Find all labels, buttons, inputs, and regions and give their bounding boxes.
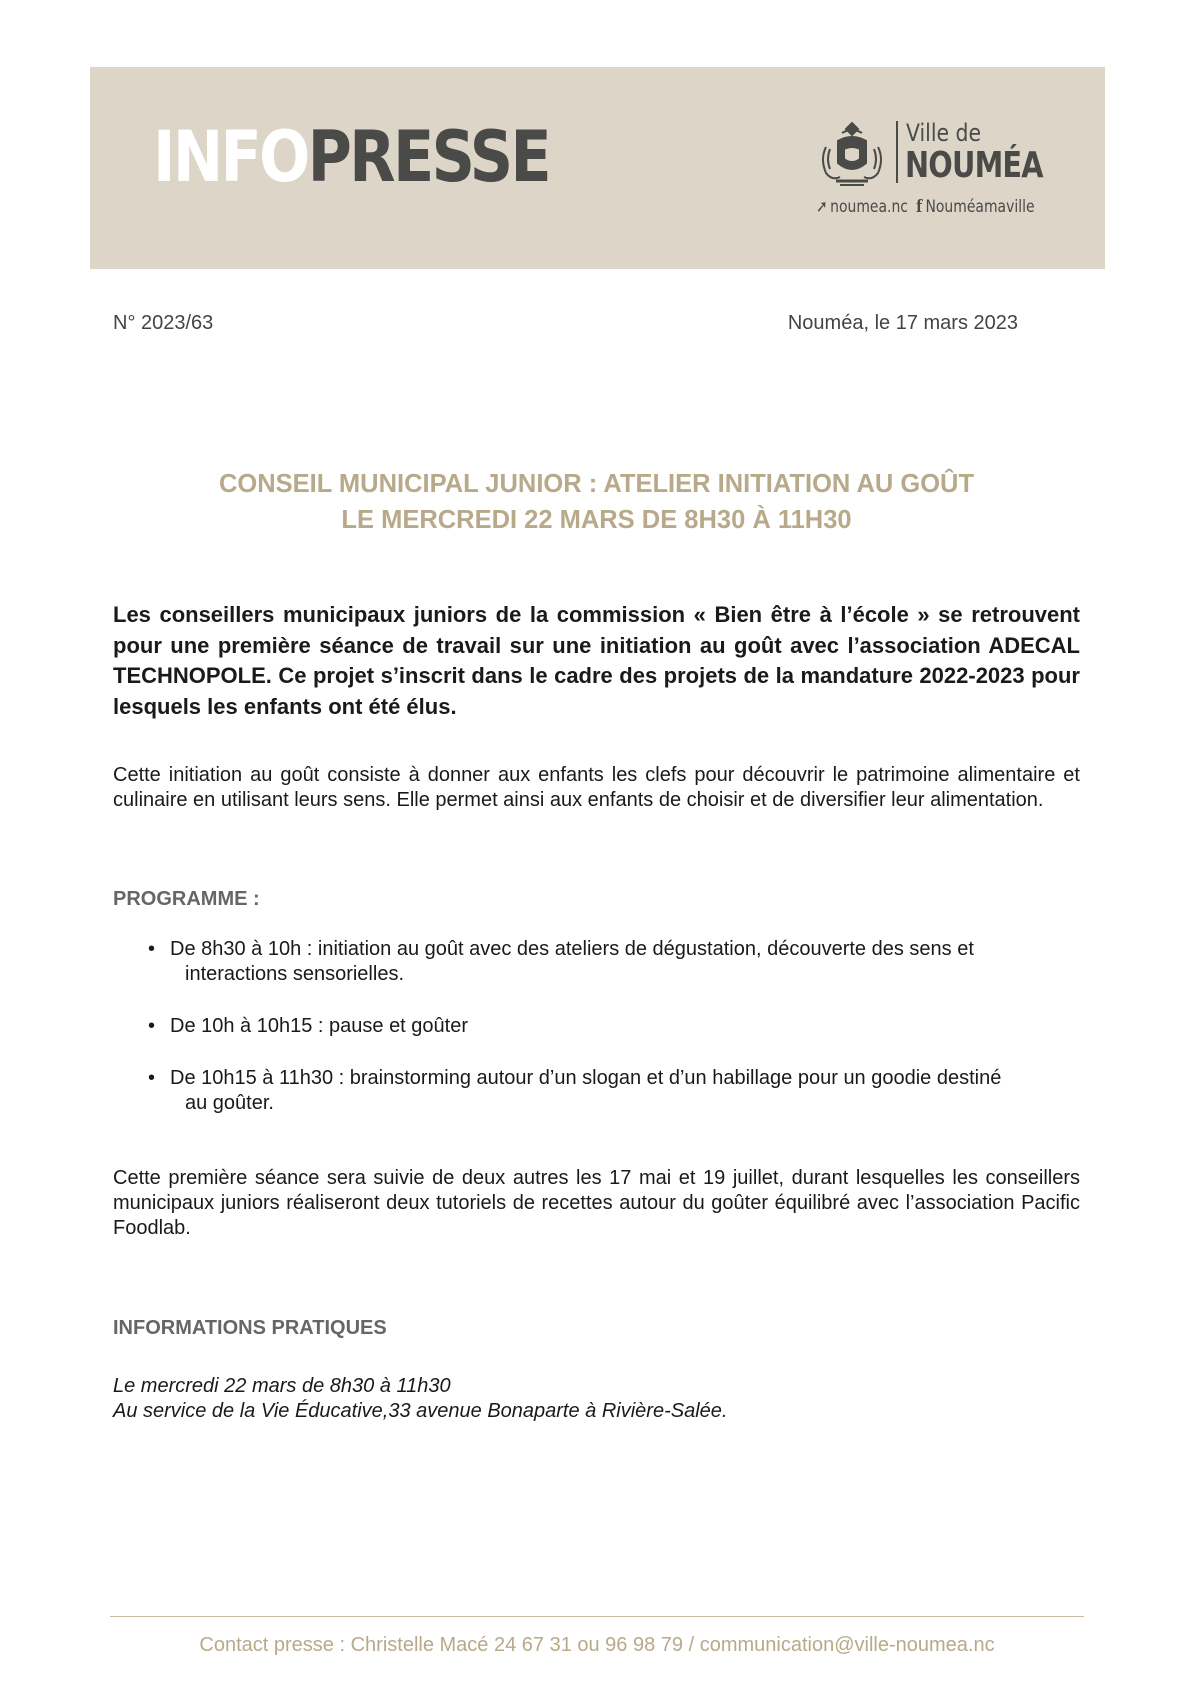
logo-ville-de: Ville de <box>906 119 982 147</box>
facebook-icon: f <box>916 197 923 217</box>
logo-social-links <box>816 197 1035 217</box>
bullet-icon: • <box>148 1067 156 1089</box>
footer-divider <box>110 1616 1084 1617</box>
programme-heading: PROGRAMME : <box>113 888 260 910</box>
facebook-link[interactable]: Nouméamaville <box>925 197 1035 217</box>
body-paragraph-1: Cette initiation au goût consiste à donner aux enfants les clefs pour découvrir le patrimoine alimentaire et culinaire en utilisant leurs sens. Elle permet ainsi aux enfants de choisir et de diversifier leur alimentation. <box>113 764 1080 811</box>
page-title <box>113 466 1080 538</box>
logo-divider <box>896 121 898 183</box>
place-date: Nouméa, le 17 mars 2023 <box>787 312 1018 334</box>
brand-info: INFO <box>153 116 308 198</box>
logo-noumea: NOUMÉA <box>905 145 1043 186</box>
list-item-line-1: De 10h15 à 11h30 : brainstorming autour d’un slogan et d’un habillage pour un goodie destiné <box>170 1067 1002 1089</box>
practical-date: Le mercredi 22 mars de 8h30 à 11h30 <box>113 1375 451 1397</box>
list-item <box>148 1014 1080 1039</box>
bullet-icon: • <box>148 1015 156 1037</box>
brand-presse: PRESSE <box>307 116 550 198</box>
practical-info-heading: INFORMATIONS PRATIQUES <box>113 1317 387 1339</box>
location-arrow-icon: ➚ <box>816 197 828 217</box>
press-release-number: N° 2023/63 <box>113 312 214 334</box>
info-presse-wordmark <box>153 116 550 198</box>
website-link[interactable]: noumea.nc <box>830 197 908 217</box>
lead-paragraph: Les conseillers municipaux juniors de la commission « Bien être à l’école » se retrouvent pour une première séance de travail sur une initiation au goût avec l’association ADECAL TECHNOPOLE. Ce projet s’inscrit dans le cadre des projets de la mandature 2022-2023 pour lesquels les enfants ont été élus. <box>113 602 1080 719</box>
header-banner <box>90 67 1105 269</box>
list-item <box>148 1066 1080 1116</box>
list-item-line-1: De 10h à 10h15 : pause et goûter <box>170 1015 469 1037</box>
list-item-line-1: De 8h30 à 10h : initiation au goût avec des ateliers de dégustation, découverte des sens et <box>170 938 974 960</box>
body-paragraph-2: Cette première séance sera suivie de deux autres les 17 mai et 19 juillet, durant lesquelles les conseillers municipaux juniors réaliseront deux tutoriels de recettes autour du goûter équilibré avec l’association Pacific Foodlab. <box>113 1167 1080 1239</box>
title-line-2: LE MERCREDI 22 MARS DE 8H30 À 11H30 <box>341 506 852 534</box>
practical-info <box>113 1374 727 1424</box>
list-item <box>148 937 1080 987</box>
list-item-line-2: au goûter. <box>185 1092 274 1114</box>
bullet-icon: • <box>148 938 156 960</box>
practical-address: Au service de la Vie Éducative,33 avenue Bonaparte à Rivière-Salée. <box>113 1400 728 1422</box>
city-crest-icon <box>816 119 888 195</box>
programme-list <box>148 937 1080 1143</box>
list-item-line-2: interactions sensorielles. <box>185 963 404 985</box>
press-contact: Contact presse : Christelle Macé 24 67 31 ou 96 98 79 / communication@ville-noumea.nc <box>199 1634 995 1656</box>
city-logo <box>816 119 1066 219</box>
title-line-1: CONSEIL MUNICIPAL JUNIOR : ATELIER INITIATION AU GOÛT <box>218 470 975 498</box>
